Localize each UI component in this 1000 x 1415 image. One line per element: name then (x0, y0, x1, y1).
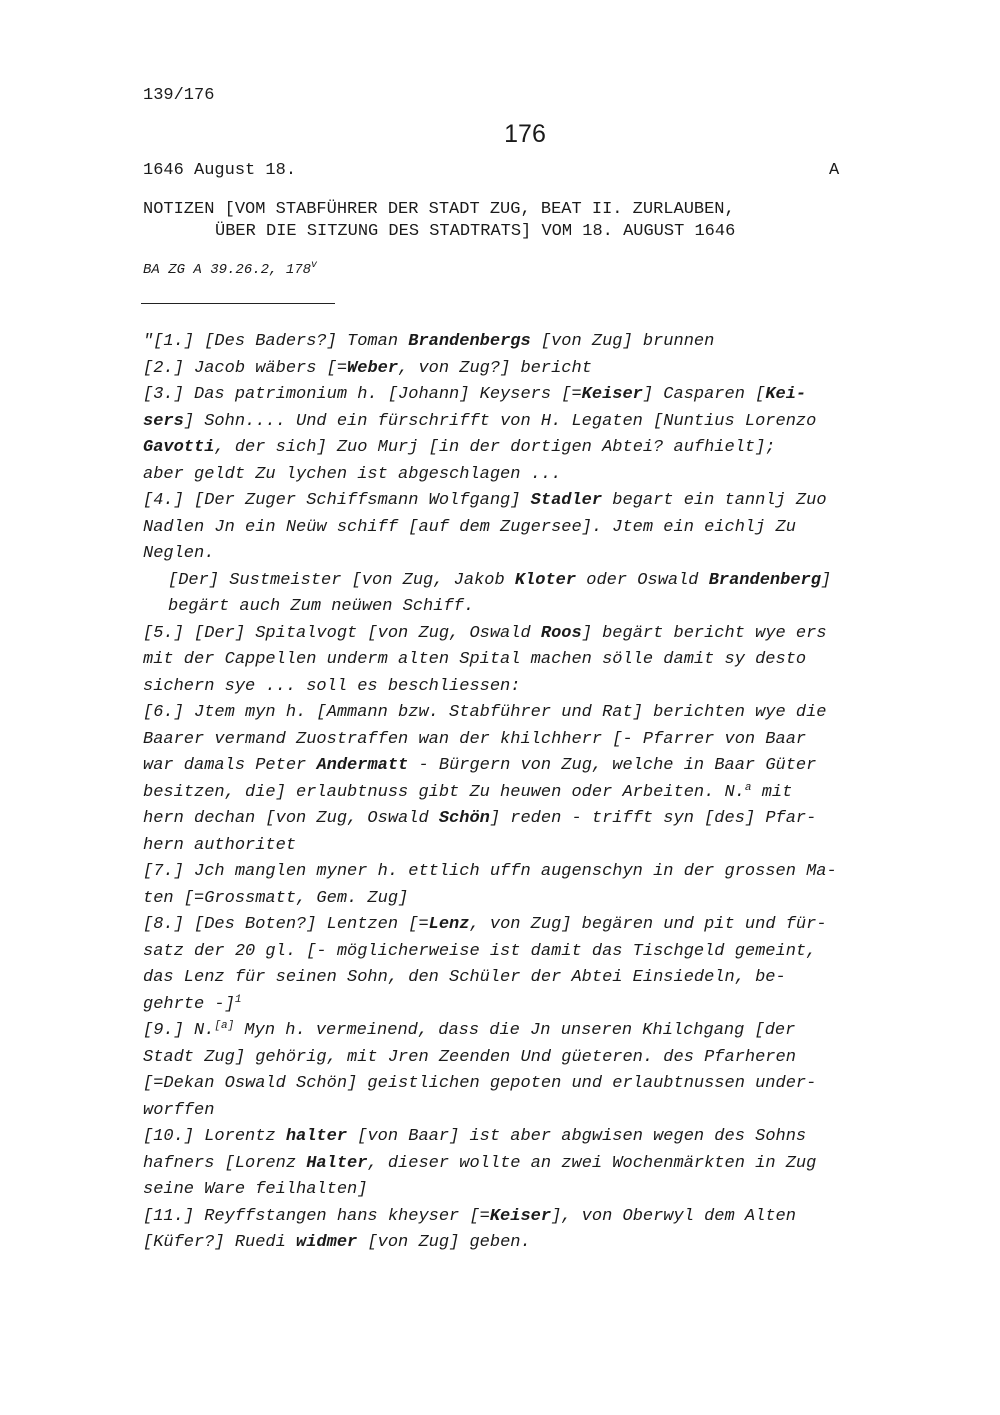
text-segment: ten [=Grossmatt, Gem. Zug] (143, 888, 409, 908)
text-segment: hern authoritet (143, 835, 297, 855)
bold-name: sers (143, 411, 184, 431)
text-segment: ] Sohn.... Und ein fürschrifft von H. Legaten [Nuntius Lorenzo (183, 411, 817, 431)
bold-name: Brandenbergs (408, 332, 531, 351)
list-item (143, 1124, 913, 1204)
bold-name: Weber (347, 358, 399, 378)
bold-name: Schön (438, 809, 490, 828)
entry-list (143, 329, 913, 1257)
entry-line (143, 621, 913, 648)
text-segment: [Der] Sustmeister [von Zug, Jakob (168, 570, 515, 590)
document-number: 176 (504, 120, 546, 148)
list-item (143, 488, 913, 568)
text-segment: mit (751, 782, 793, 802)
text-segment: [Küfer?] Ruedi (143, 1233, 297, 1252)
entry-line (143, 674, 913, 701)
text-segment: , dieser wollte an zwei Wochenmärkten in Zug (367, 1153, 817, 1173)
text-segment: seine Ware feilhalten] (143, 1180, 368, 1199)
text-segment: war damals Peter (143, 756, 317, 775)
bold-name: Halter (306, 1153, 368, 1173)
text-segment: begart ein tannlj Zuo (602, 491, 827, 510)
text-segment: , der sich] Zuo Murj [in der dortigen Abtei? aufhielt]; (214, 438, 776, 457)
entry-line (143, 647, 913, 674)
entry-line (143, 515, 913, 542)
text-segment: begärt auch Zum neüwen Schiff. (168, 597, 475, 616)
entry-line (143, 753, 913, 780)
bold-name: Roos (540, 623, 582, 643)
bold-name: widmer (296, 1233, 358, 1252)
list-item (143, 356, 913, 383)
entry-line (143, 462, 913, 489)
list-item (143, 568, 913, 621)
document-variant: A (829, 161, 840, 180)
text-segment: ] Casparen [ (642, 385, 766, 404)
text-segment: [11.] Reyffstangen hans kheyser [= (143, 1206, 490, 1226)
entry-line (143, 1124, 913, 1151)
list-item (143, 700, 913, 859)
entry-line (143, 1045, 913, 1072)
text-segment: Stadt Zug] gehörig, mit Jren Zeenden Und güeteren. des Pfarheren (143, 1047, 796, 1067)
text-segment: , von Zug?] bericht (398, 358, 592, 378)
source-superscript: v (311, 260, 318, 271)
entry-line (168, 594, 913, 621)
text-segment: Baarer vermand Zuostraffen wan der khilchherr [- Pfarrer von Baar (143, 729, 807, 749)
bold-name: Andermatt (316, 756, 409, 775)
bold-name: Stadler (530, 491, 603, 510)
bold-name: Lenz (428, 915, 470, 934)
text-segment: [7.] Jch manglen myner h. ettlich uffn augenschyn in der grossen Ma- (143, 862, 837, 881)
text-segment: [8.] [Des Boten?] Lentzen [= (143, 915, 429, 934)
text-segment: Myn h. vermeinend, dass die Jn unseren Khilchgang [der (234, 1021, 796, 1040)
separator-rule (141, 303, 335, 304)
text-segment: [=Dekan Oswald Schön] geistlichen gepoten und erlaubtnussen under- (143, 1074, 817, 1093)
entry-line (143, 1098, 913, 1125)
text-segment: mit der Cappellen underm alten Spital machen sölle damit sy desto (143, 650, 807, 669)
entry-line (143, 1177, 913, 1204)
list-item (143, 912, 913, 1018)
superscript: a (744, 781, 752, 794)
text-segment: besitzen, die] erlaubtnuss gibt Zu heuwen oder Arbeiten. N. (143, 782, 745, 802)
entry-line (143, 1230, 913, 1257)
text-segment: Neglen. (143, 544, 215, 563)
document-title (143, 199, 863, 243)
text-segment: [10.] Lorentz (143, 1127, 286, 1146)
list-item (143, 329, 913, 356)
text-segment: [5.] [Der] Spitalvogt [von Zug, Oswald (143, 623, 541, 643)
list-item (143, 1204, 913, 1257)
entry-line (143, 435, 913, 462)
entry-line (143, 1151, 913, 1178)
title-line-1: NOTIZEN [VOM STABFÜHRER DER STADT ZUG, BEAT II. ZURLAUBEN, (143, 200, 735, 219)
entry-line (143, 859, 913, 886)
text-segment: gehrte -] (143, 994, 235, 1014)
entry-line (143, 965, 913, 992)
text-segment: Nadlen Jn ein Neüw schiff [auf dem Zugersee]. Jtem ein eichlj Zu (143, 517, 796, 537)
bold-name: halter (285, 1127, 348, 1146)
entry-line (143, 806, 913, 833)
entry-line (143, 992, 913, 1019)
entry-line (143, 700, 913, 727)
entry-line (143, 488, 913, 515)
text-segment: "[1.] [Des Baders?] Toman (143, 332, 409, 351)
text-segment: [von Zug] geben. (357, 1233, 531, 1252)
entry-line (143, 541, 913, 568)
text-segment: ] (820, 570, 832, 590)
document-date: 1646 August 18. (143, 161, 297, 180)
bold-name: Gavotti (143, 438, 215, 457)
list-item (143, 1018, 913, 1124)
text-segment: worffen (143, 1100, 215, 1120)
title-line-2: ÜBER DIE SITZUNG DES STADTRATS] VOM 18. AUGUST 1646 (215, 222, 736, 241)
entry-line (168, 568, 913, 595)
text-segment: , von Zug] begären und pit und für- (469, 915, 827, 934)
text-segment: hafners [Lorenz (143, 1153, 307, 1173)
text-segment: [von Zug] brunnen (530, 332, 715, 351)
entry-line (143, 939, 913, 966)
entry-line (143, 1071, 913, 1098)
bold-name: Keiser (489, 1206, 552, 1226)
entry-line (143, 780, 913, 807)
list-item (143, 382, 913, 488)
text-segment: das Lenz für seinen Sohn, den Schüler der Abtei Einsiedeln, be- (143, 968, 786, 987)
entry-line (143, 409, 913, 436)
text-segment: [2.] Jacob wäbers [= (143, 358, 348, 378)
text-segment: oder Oswald (576, 570, 709, 590)
bold-name: Kei- (765, 385, 807, 404)
entry-line (143, 356, 913, 383)
list-item (143, 859, 913, 912)
superscript: 1 (234, 993, 242, 1006)
text-segment: [9.] N. (143, 1021, 215, 1040)
text-segment: satz der 20 gl. [- möglicherweise ist damit das Tischgeld gemeint, (143, 941, 817, 961)
text-segment: [6.] Jtem myn h. [Ammann bzw. Stabführer und Rat] berichten wye die (143, 703, 827, 722)
entry-line (143, 833, 913, 860)
text-segment: hern dechan [von Zug, Oswald (143, 809, 439, 828)
text-segment: sichern sye ... soll es beschliessen: (143, 676, 521, 696)
page-reference: 139/176 (143, 86, 215, 105)
text-segment: ], von Oberwyl dem Alten (551, 1206, 796, 1226)
source-main: BA ZG A 39.26.2, 178 (143, 262, 312, 278)
bold-name: Kloter (514, 570, 577, 590)
text-segment: - Bürgern von Zug, welche in Baar Güter (408, 756, 817, 775)
entry-line (143, 1018, 913, 1045)
text-segment: ] reden - trifft syn [des] Pfar- (489, 809, 817, 828)
bold-name: Brandenberg (708, 570, 821, 590)
superscript: [a] (214, 1020, 235, 1032)
text-segment: [4.] [Der Zuger Schiffsmann Wolfgang] (143, 491, 531, 510)
text-segment: [3.] Das patrimonium h. [Johann] Keysers [= (143, 385, 582, 404)
text-segment: [von Baar] ist aber abgwisen wegen des Sohns (347, 1127, 807, 1146)
entry-line (143, 329, 913, 356)
text-segment: aber geldt Zu lychen ist abgeschlagen ... (143, 464, 562, 484)
list-item (143, 621, 913, 701)
entry-line (143, 382, 913, 409)
entry-line (143, 886, 913, 913)
text-segment: ] begärt bericht wye ers (581, 623, 827, 643)
entry-line (143, 1204, 913, 1231)
bold-name: Keiser (581, 385, 643, 404)
entry-line (143, 912, 913, 939)
entry-line (143, 727, 913, 754)
source-reference (143, 262, 317, 278)
